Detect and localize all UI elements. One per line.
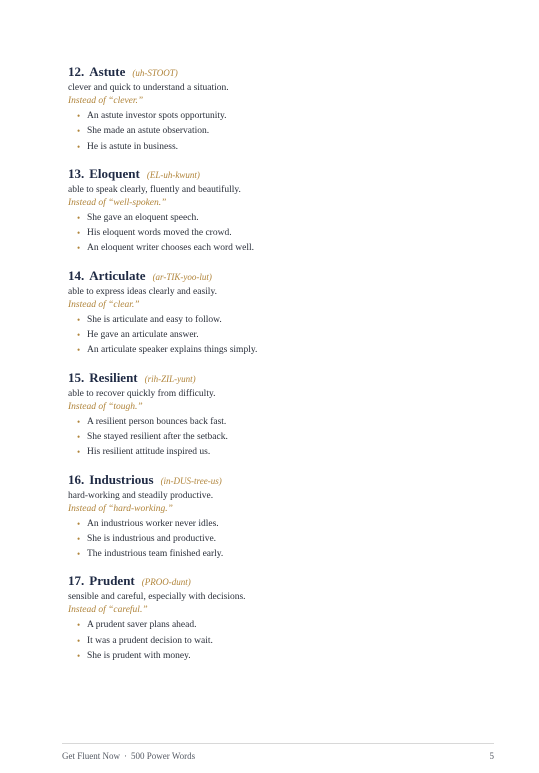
example-list	[68, 313, 508, 359]
example-text: An astute investor spots opportunity.	[87, 111, 227, 121]
example-item	[68, 226, 508, 241]
entry-word: Eloquent	[89, 165, 140, 181]
bullet-icon: •	[77, 651, 81, 662]
example-item	[68, 649, 508, 664]
entry-pronunciation: (EL-uh-kwunt)	[146, 169, 200, 180]
example-item	[68, 445, 508, 460]
example-text: It was a prudent decision to wait.	[87, 635, 213, 646]
entry-definition: able to express ideas clearly and easily.	[68, 286, 217, 297]
example-text: The industrious team finished early.	[87, 549, 224, 560]
example-text: She is industrious and productive.	[87, 533, 217, 544]
example-list	[68, 517, 508, 563]
word-entry	[68, 571, 508, 664]
example-text: His resilient attitude inspired us.	[87, 447, 211, 458]
entry-definition: hard-working and steadily productive.	[68, 490, 214, 501]
example-item	[68, 430, 508, 445]
word-entry	[68, 164, 508, 257]
entry-heading	[68, 368, 508, 388]
example-item	[68, 634, 508, 649]
example-text: She stayed resilient after the setback.	[87, 431, 228, 442]
entry-word: Industrious	[89, 471, 154, 487]
example-item	[68, 532, 508, 547]
example-item	[68, 140, 508, 155]
example-text: A resilient person bounces back fast.	[87, 416, 227, 427]
example-text: He is astute in business.	[87, 141, 179, 152]
word-entry	[68, 266, 508, 359]
footer-divider	[62, 743, 494, 744]
example-list	[68, 109, 508, 155]
example-text: She made an astute observation.	[87, 126, 210, 137]
entry-number: 13.	[68, 165, 85, 181]
example-text: An industrious worker never idles.	[87, 518, 219, 529]
bullet-icon: •	[77, 212, 81, 223]
bullet-icon: •	[77, 518, 81, 529]
entry-definition: able to recover quickly from difficulty.	[68, 388, 216, 399]
entry-instead-of: Instead of “careful.”	[68, 605, 148, 616]
entry-instead-of: Instead of “tough.”	[68, 401, 143, 412]
example-text: She gave an eloquent speech.	[87, 212, 199, 223]
example-list	[68, 211, 508, 257]
entry-instead-of: Instead of “hard-working.”	[68, 503, 173, 514]
bullet-icon: •	[77, 635, 81, 646]
bullet-icon: •	[77, 416, 81, 427]
example-item	[68, 618, 508, 633]
example-list	[68, 618, 508, 664]
entry-pronunciation: (ar-TIK-yoo-lut)	[152, 271, 212, 282]
word-entry	[68, 470, 508, 563]
bullet-icon: •	[77, 126, 81, 137]
entry-number: 15.	[68, 369, 85, 385]
bullet-icon: •	[77, 345, 81, 356]
entry-heading	[68, 62, 508, 82]
example-item	[68, 415, 508, 430]
entry-definition: clever and quick to understand a situation.	[68, 83, 229, 93]
bullet-icon: •	[77, 447, 81, 458]
entry-heading	[68, 164, 508, 184]
entry-number: 14.	[68, 267, 85, 283]
example-text: She is prudent with money.	[87, 651, 191, 662]
example-item	[68, 343, 508, 358]
example-text: His eloquent words moved the crowd.	[87, 228, 232, 239]
example-text: An eloquent writer chooses each word well.	[87, 243, 254, 254]
example-item	[68, 313, 508, 328]
bullet-icon: •	[77, 243, 81, 254]
entry-heading	[68, 470, 508, 490]
entry-word: Astute	[89, 64, 126, 79]
bullet-icon: •	[77, 111, 81, 121]
bullet-icon: •	[77, 141, 81, 152]
footer-separator: ·	[124, 751, 127, 761]
bullet-icon: •	[77, 314, 81, 325]
example-text: A prudent saver plans ahead.	[87, 620, 197, 631]
footer-subtitle: 500 Power Words	[131, 751, 196, 761]
word-entry	[68, 62, 508, 155]
entry-instead-of: Instead of “well-spoken.”	[68, 197, 167, 208]
entry-number: 12.	[68, 64, 85, 79]
example-item	[68, 547, 508, 562]
example-item	[68, 124, 508, 139]
entry-pronunciation: (in-DUS-tree-us)	[160, 475, 222, 486]
bullet-icon: •	[77, 228, 81, 239]
footer-title	[62, 751, 195, 761]
entry-word: Prudent	[89, 573, 135, 589]
example-text: He gave an articulate answer.	[87, 330, 199, 341]
bullet-icon: •	[77, 431, 81, 442]
entry-instead-of: Instead of “clear.”	[68, 299, 140, 310]
entry-word: Resilient	[89, 369, 138, 385]
example-item	[68, 328, 508, 343]
example-item	[68, 211, 508, 226]
page-number: 5	[489, 751, 494, 761]
entry-heading	[68, 266, 508, 286]
word-list	[68, 62, 508, 673]
entry-pronunciation: (uh-STOOT)	[132, 68, 178, 78]
entry-word: Articulate	[89, 267, 146, 283]
entry-number: 17.	[68, 573, 85, 589]
example-text: An articulate speaker explains things simply.	[87, 345, 258, 356]
bullet-icon: •	[77, 533, 81, 544]
entry-pronunciation: (PROO-dunt)	[141, 577, 191, 588]
entry-pronunciation: (rih-ZIL-yunt)	[144, 373, 196, 384]
example-item	[68, 109, 508, 124]
bullet-icon: •	[77, 330, 81, 341]
example-item	[68, 517, 508, 532]
example-list	[68, 415, 508, 461]
footer-book-title: Get Fluent Now	[62, 751, 120, 761]
word-entry	[68, 368, 508, 461]
bullet-icon: •	[77, 549, 81, 560]
example-text: She is articulate and easy to follow.	[87, 314, 222, 325]
entry-number: 16.	[68, 471, 85, 487]
entry-definition: able to speak clearly, fluently and beautifully.	[68, 184, 241, 195]
bullet-icon: •	[77, 620, 81, 631]
entry-definition: sensible and careful, especially with decisions.	[68, 592, 246, 603]
example-item	[68, 241, 508, 256]
entry-instead-of: Instead of “clever.”	[68, 96, 144, 106]
entry-heading	[68, 571, 508, 591]
